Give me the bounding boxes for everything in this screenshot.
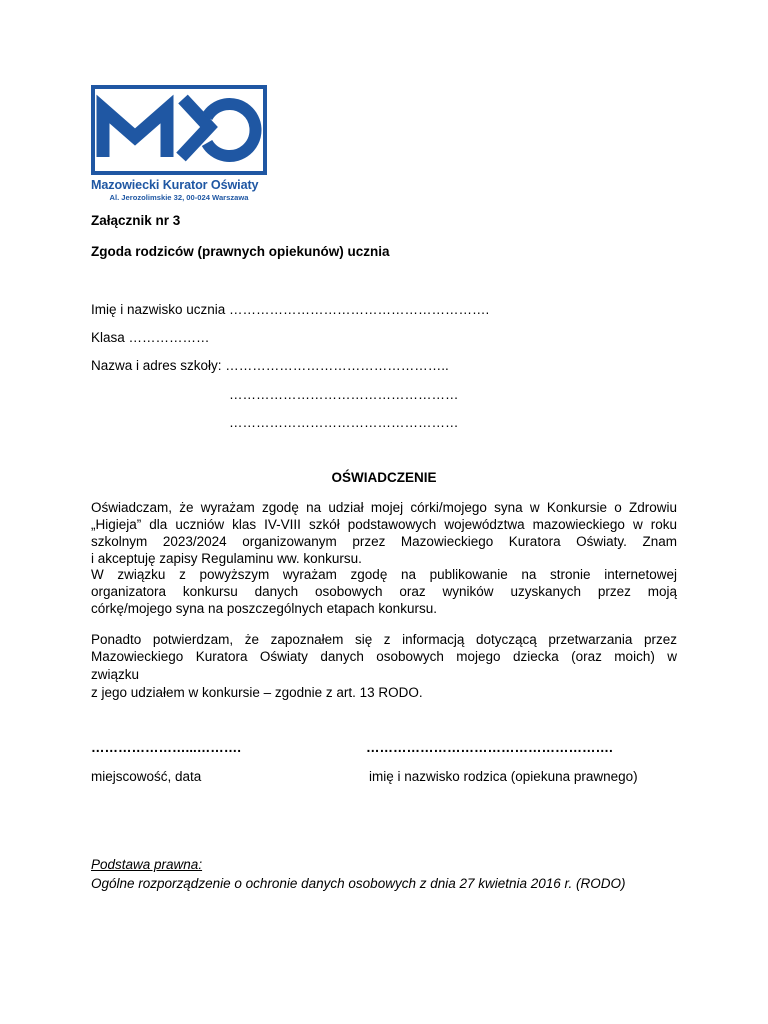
legal-basis-text: Ogólne rozporządzenie o ochronie danych osobowych z dnia 27 kwietnia 2016 r. (RODO) — [91, 876, 626, 891]
signature-place-date-label: miejscowość, data — [91, 769, 202, 784]
paragraph-line: szkolnym 2023/2024 organizowanym przez Mazowieckiego Kuratora Oświaty. Znam — [91, 534, 677, 549]
paragraph-line: związku — [91, 667, 140, 682]
logo-address: Al. Jerozolimskie 32, 00-024 Warszawa — [109, 193, 249, 202]
class-field: Klasa ……………… — [91, 330, 210, 345]
paragraph-line: W związku z powyższym wyrażam zgodę na publikowanie na stronie internetowej — [91, 567, 677, 582]
attachment-number: Załącznik nr 3 — [91, 213, 181, 228]
mko-letters-graphic — [95, 89, 263, 171]
school-field: Nazwa i adres szkoły: ………………………………………….. — [91, 358, 449, 373]
paragraph-line: córkę/mojego syna na poszczególnych etapach konkursu. — [91, 601, 437, 616]
paragraph-line: organizatora konkursu danych osobowych oraz wyników uzyskanych przez moją — [91, 584, 677, 599]
logo-frame — [91, 85, 267, 175]
paragraph-line: i akceptuję zapisy Regulaminu ww. konkursu. — [91, 551, 362, 566]
school-field-line-3: …………………………………………… — [229, 415, 459, 430]
legal-basis-heading: Podstawa prawna: — [91, 857, 203, 872]
logo-name: Mazowiecki Kurator Oświaty — [91, 178, 259, 192]
school-field-line-2: …………………………………………… — [229, 387, 459, 402]
signature-place-date-line: …………………...………. — [91, 740, 242, 755]
mko-logo — [91, 85, 267, 203]
paragraph-line: Oświadczam, że wyrażam zgodę na udział mojej córki/mojego syna w Konkursie o Zdrowiu — [91, 500, 677, 515]
signature-parent-name-line: ………………………………………………. — [366, 740, 613, 755]
signature-parent-name-label: imię i nazwisko rodzica (opiekuna prawnego) — [369, 769, 638, 784]
declaration-heading: OŚWIADCZENIE — [331, 470, 437, 485]
paragraph-line: Mazowieckiego Kuratora Oświaty danych osobowych mojego dziecka (oraz moich) w — [91, 649, 677, 664]
paragraph-line: z jego udziałem w konkursie – zgodnie z art. 13 RODO. — [91, 685, 423, 700]
paragraph-line: „Higieja” dla uczniów klas IV-VIII szkół podstawowych województwa mazowieckiego w roku — [91, 517, 677, 532]
consent-title: Zgoda rodziców (prawnych opiekunów) ucznia — [91, 244, 390, 259]
student-name-field: Imię i nazwisko ucznia …………………………………………………. — [91, 302, 490, 317]
paragraph-line: Ponadto potwierdzam, że zapoznałem się z informacją dotyczącą przetwarzania przez — [91, 632, 677, 647]
